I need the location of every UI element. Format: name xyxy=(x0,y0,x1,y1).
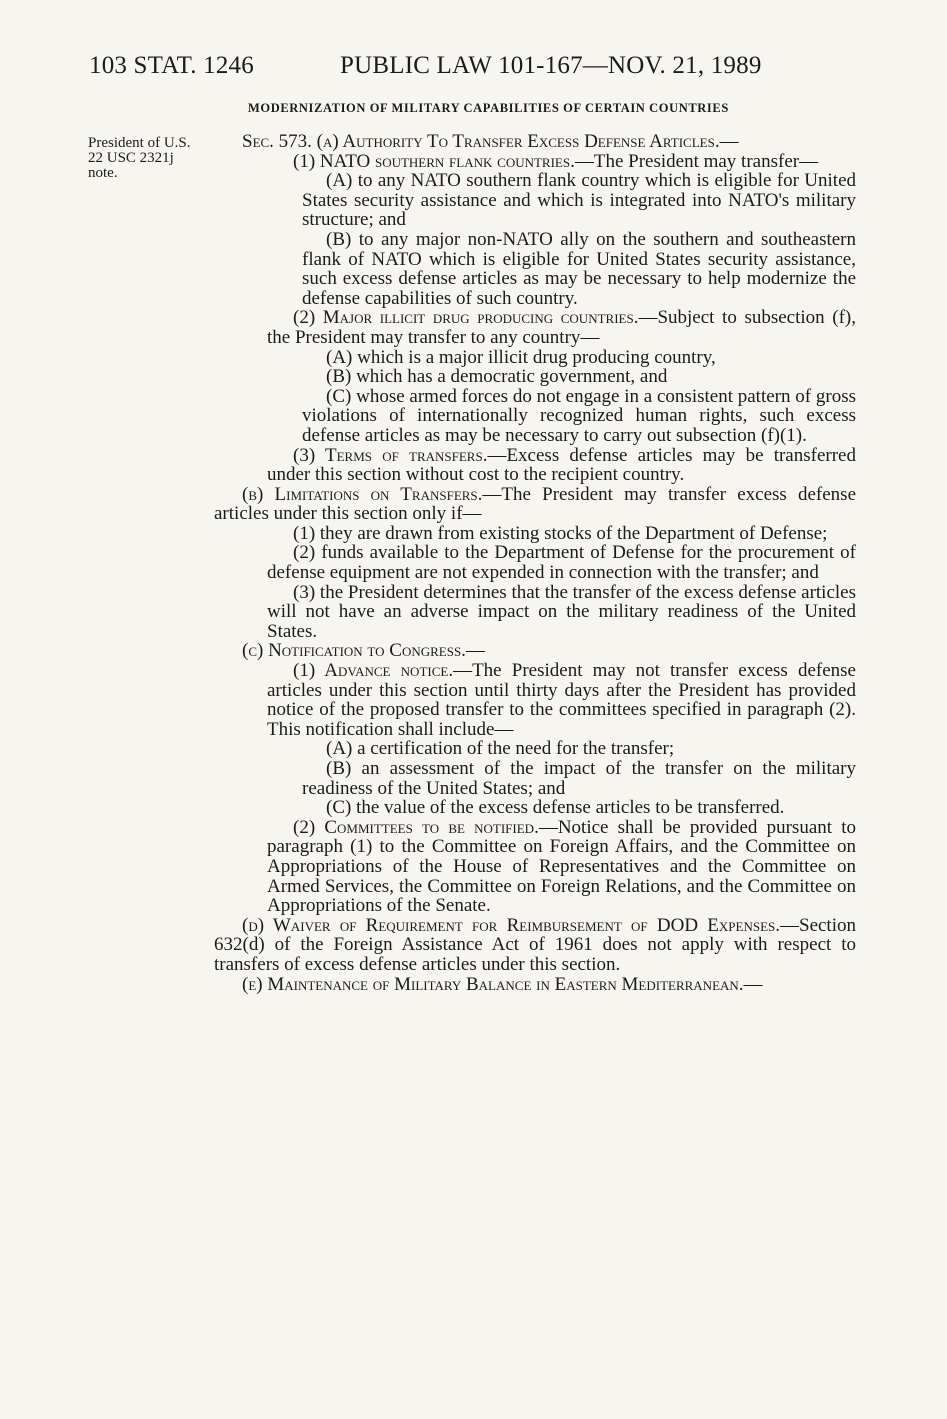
margin-note-line: 22 USC 2321j xyxy=(88,150,174,166)
paragraph-c1-heading: (1) Advance notice. xyxy=(293,660,454,682)
paragraph-a2-text: —Subject to subsection (f), the President may transfer to any country— xyxy=(267,307,856,348)
paragraph-c2-heading: (2) Committees to be notified. xyxy=(293,816,539,838)
clause-c1-C: (C) the value of the excess defense articles to be transferred. xyxy=(326,797,785,819)
subsection-e-heading: (e) Maintenance of Military Balance in Eastern Mediterranean.— xyxy=(242,973,763,995)
paragraph-c2-text: —Notice shall be provided pursuant to paragraph (1) to the Committee on Foreign Affairs, and the Committee on Appropriations of the House of Representatives and the Committee on Armed Services, the Committee on Foreign Relations, and the Committee on Appropriations of the Senate. xyxy=(267,816,857,917)
subsection-c-heading: (c) Notification to Congress.— xyxy=(242,640,485,662)
clause-a1-A: (A) to any NATO southern flank country which is eligible for United States security assistance and which is integrated into NATO's military structure; and xyxy=(302,170,856,231)
section-body xyxy=(214,132,856,994)
subsection-a-heading: Sec. 573. (a) Authority To Transfer Excess Defense Articles.— xyxy=(242,131,739,152)
margin-note-line: note. xyxy=(88,165,118,181)
clause-c1-A: (A) a certification of the need for the transfer; xyxy=(326,738,675,760)
clause-a1-B: (B) to any major non-NATO ally on the southern and southeastern flank of NATO which is eligible for United States security assistance, such excess defense articles as may be necessary to help modernize the defense capabilities of such country. xyxy=(302,228,856,309)
paragraph-a2-heading: (2) Major illicit drug producing countries. xyxy=(293,307,639,329)
paragraph-b1: (1) they are drawn from existing stocks of the Department of Defense; xyxy=(293,522,828,544)
paragraph-a3 xyxy=(214,446,856,485)
clause-a2-C: (C) whose armed forces do not engage in a consistent pattern of gross violations of internationally recognized human rights, such excess defense articles as may be necessary to carry out subsection (f)(1). xyxy=(302,385,856,446)
paragraph-a1 xyxy=(214,152,856,172)
statute-page-number: 103 STAT. 1246 xyxy=(89,52,254,79)
subsection-b-heading: (b) Limitations on Transfers. xyxy=(242,483,483,505)
margin-note xyxy=(88,136,228,181)
paragraph-a1-text: —The President may transfer— xyxy=(574,150,819,172)
paragraph-c1-text: —The President may not transfer excess defense articles under this section until thirty days after the President has provided notice of the proposed transfer to the committees specified in paragraph (2). This notification shall include— xyxy=(267,660,856,740)
clause-a2-B: (B) which has a democratic government, and xyxy=(326,366,668,388)
subsection-d xyxy=(214,916,856,975)
paragraph-b2: (2) funds available to the Department of Defense for the procurement of defense equipment are not expended in connection with the transfer; and xyxy=(267,542,856,584)
paragraph-a2 xyxy=(214,308,856,347)
subsection-b-text: —The President may transfer excess defense articles under this section only if— xyxy=(214,483,857,525)
section-heading: MODERNIZATION OF MILITARY CAPABILITIES OF CERTAIN COUNTRIES xyxy=(248,101,729,115)
clause-c1-B: (B) an assessment of the impact of the transfer on the military readiness of the United States; and xyxy=(302,758,856,799)
public-law-title: PUBLIC LAW 101-167—NOV. 21, 1989 xyxy=(340,52,762,79)
clause-a2-A: (A) which is a major illicit drug producing country, xyxy=(326,346,716,368)
subsection-d-text: —Section 632(d) of the Foreign Assistance Act of 1961 does not apply with respect to transfers of excess defense articles under this section. xyxy=(214,914,856,975)
paragraph-a3-heading: (3) Terms of transfers. xyxy=(293,444,488,466)
paragraph-b3: (3) the President determines that the transfer of the excess defense articles will not have an adverse impact on the military readiness of the United States. xyxy=(267,581,856,642)
paragraph-c1 xyxy=(214,661,856,739)
paragraph-c2 xyxy=(214,818,856,916)
margin-note-line: President of U.S. xyxy=(88,135,191,151)
paragraph-a3-text: —Excess defense articles may be transferred under this section without cost to the recipient country. xyxy=(267,444,856,486)
subsection-d-heading: (d) Waiver of Requirement for Reimbursement of DOD Expenses. xyxy=(242,914,780,936)
subsection-b xyxy=(214,485,856,524)
paragraph-a1-heading: (1) NATO southern flank countries. xyxy=(293,150,575,172)
